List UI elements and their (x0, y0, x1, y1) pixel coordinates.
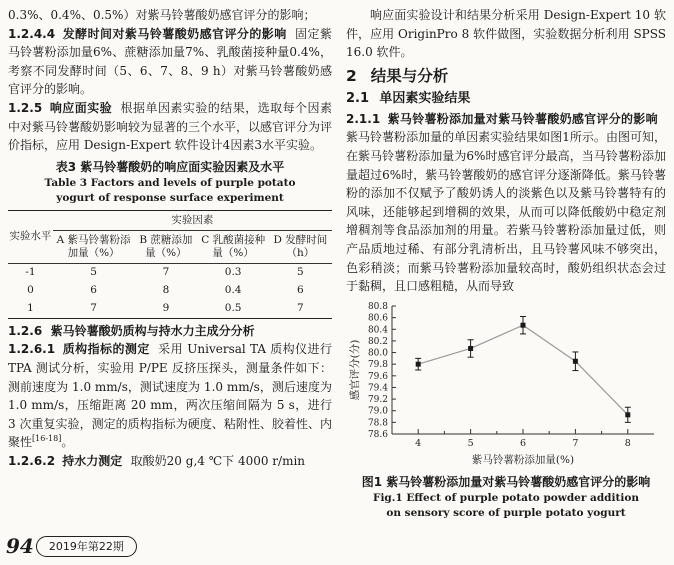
section-1-2-5 (8, 99, 332, 155)
table-row (8, 300, 332, 319)
heading-single-factor (346, 89, 666, 109)
table-caption-en-line1: Table 3 Factors and levels of purple potato (44, 176, 296, 189)
section-body-tail: 。 (61, 435, 74, 450)
page-footer (6, 535, 137, 557)
section-title: 紫马铃薯酸奶质构与持水力主成分分析 (50, 323, 255, 338)
section-1-2-6 (8, 322, 332, 341)
section-number: 2.1 (346, 90, 370, 106)
table-cell: 0 (27, 284, 34, 297)
table-cell: 7 (162, 266, 170, 279)
heading-results (346, 65, 666, 88)
section-number: 2 (346, 66, 357, 85)
table-cell: 0.3 (224, 266, 242, 279)
svg-text:7: 7 (572, 437, 579, 449)
table-row (8, 263, 332, 282)
table-cell: 5 (90, 266, 97, 279)
factors-levels-table (8, 210, 332, 319)
table-caption-en-line2: yogurt of response surface experiment (56, 192, 284, 205)
table-row (8, 282, 332, 300)
issue-badge: 2019年第22期 (36, 536, 137, 557)
svg-text:紫马铃薯粉添加量(%): 紫马铃薯粉添加量(%) (471, 453, 575, 466)
svg-text:8: 8 (624, 437, 631, 449)
section-number: 1.2.4.4 (8, 26, 56, 41)
section-body: 采用 Universal TA 质构仪进行 TPA 测试分析，实验用 P/PE 反挤压探头，测量条件如下：测前速度为 1.0 mm/s，测试速度为 1.0 mm/s，测后速度为 1.0 mm/s，压缩距离 20 mm，两次压缩间隔为 5 s，进行 3 次重复实验，测定的质构指标为硬度、粘附性、胶着性、内聚性 (8, 342, 332, 450)
svg-text:78.6: 78.6 (367, 429, 388, 440)
section-title: 响应面实验 (49, 100, 113, 115)
figure-caption-en-line2: on sensory score of purple potato yogurt (386, 507, 626, 520)
paragraph-software (346, 6, 666, 62)
svg-text:6: 6 (519, 437, 527, 449)
section-title: 发酵时间对紫马铃薯酸奶感官评分的影响 (62, 26, 287, 41)
figure-caption-en-line1: Fig.1 Effect of purple potato powder addition (372, 491, 639, 504)
svg-text:80.6: 80.6 (367, 313, 388, 324)
section-number: 1.2.5 (8, 100, 43, 115)
line-chart-svg (346, 298, 668, 472)
table-corner-header: 实验水平 (8, 210, 53, 263)
table-cell: 7 (297, 302, 304, 315)
figure-caption-zh: 图1 紫马铃薯粉添加量对紫马铃薯酸奶感官评分的影响 (361, 474, 651, 489)
table-cell: -1 (25, 266, 36, 279)
svg-text:4: 4 (415, 437, 422, 449)
section-number: 2.1.1 (346, 111, 381, 126)
svg-text:感官评分(分): 感官评分(分) (349, 339, 361, 401)
table-cell: 1 (27, 302, 34, 315)
left-column (8, 6, 332, 565)
paragraph-text: 响应面实验设计和结果分析采用 Design-Expert 10 软件，应用 OriginPro 8 软件做图，实验数据分析利用 SPSS 16.0 软件。 (346, 8, 666, 60)
table-cell: 8 (162, 284, 170, 297)
svg-text:79.8: 79.8 (367, 359, 388, 370)
section-body: 根据单因素实验的结果，选取每个因素中对紫马铃薯酸奶影响较为显著的三个水平，以感官评分为评价指标，应用 Design-Expert 软件设计4因素3水平实验。 (8, 100, 333, 153)
table-cell: 0.4 (224, 284, 242, 297)
svg-text:79.2: 79.2 (367, 394, 388, 405)
table-column-header: C 乳酸菌接种量（%） (197, 230, 268, 263)
right-column (346, 6, 666, 565)
table-column-header: D 发酵时间（h） (269, 230, 332, 263)
section-title: 紫马铃薯粉添加量对紫马铃薯酸奶感官评分的影响 (387, 111, 658, 126)
svg-text:80.8: 80.8 (367, 301, 388, 312)
table-cell: 5 (297, 266, 304, 279)
section-body: 紫马铃薯粉添加量的单因素实验结果如图1所示。由图可知，在紫马铃薯粉添加量为6%时感官评分最高，当马铃薯粉添加量超过6%时，紫马铃薯酸奶的感官评分逐渐降低。紫马铃薯粉的添加不仅赋予了酸奶诱人的淡紫色以及紫马铃薯特有的风味，还能够起到增稠的效果，从而可以降低酸奶中稳定剂增稠剂等食品添加剂的用量。若紫马铃薯粉添加量过低，则产品质地过稀、有部分乳清析出，且马铃薯风味不够突出，色彩稍淡；而紫马铃薯粉添加量较高时，酸奶组织状态会过于黏稠，且口感粗糙，从而导致 (346, 130, 666, 294)
section-body: 固定紫马铃薯粉添加量6%、蔗糖添加量7%、乳酸菌接种量0.4%，考察不同发酵时间（5、6、7、8、9 h）对紫马铃薯酸奶感官评分的影响。 (8, 26, 332, 97)
section-1-2-6-1 (8, 340, 332, 452)
table-cell: 6 (297, 284, 304, 297)
section-title: 持水力测定 (62, 453, 123, 468)
section-title: 质构指标的测定 (62, 342, 150, 357)
svg-text:79.6: 79.6 (367, 371, 388, 382)
svg-text:79.0: 79.0 (367, 406, 388, 417)
svg-text:79.4: 79.4 (367, 383, 388, 394)
table-caption-zh: 表3 紫马铃薯酸奶的响应面实验因素及水平 (55, 159, 285, 174)
table-cell: 6 (90, 284, 97, 297)
section-title: 单因素实验结果 (379, 90, 471, 106)
table-column-header: B 蔗糖添加量（%） (134, 230, 197, 263)
section-number: 1.2.6.2 (8, 453, 56, 468)
section-number: 1.2.6 (8, 323, 43, 338)
sensory-score-chart (346, 298, 666, 472)
section-title: 结果与分析 (370, 66, 449, 85)
section-2-1-1 (346, 110, 666, 296)
section-1-2-6-2 (8, 452, 332, 471)
table-cell: 9 (162, 302, 170, 315)
svg-text:80.0: 80.0 (367, 348, 388, 359)
svg-text:5: 5 (467, 437, 474, 449)
table-cell: 0.5 (224, 302, 242, 315)
paragraph-text: 0.3%、0.4%、0.5%）对紫马铃薯酸奶感官评分的影响； (8, 8, 316, 22)
svg-text:78.8: 78.8 (367, 418, 388, 429)
section-1-2-4-4 (8, 25, 332, 99)
reference-superscript: [16-18] (32, 434, 62, 444)
table-cell: 7 (90, 302, 97, 315)
table-column-header: A 紫马铃薯粉添加量（%） (53, 230, 135, 263)
section-body: 取酸奶20 g,4 ℃下 4000 r/min (130, 453, 306, 468)
page-number: 94 (6, 534, 34, 558)
svg-text:80.4: 80.4 (367, 324, 388, 335)
svg-text:80.2: 80.2 (367, 336, 388, 347)
paragraph-continuation (8, 6, 332, 25)
section-number: 1.2.6.1 (8, 342, 56, 357)
table-group-header: 实验因素 (53, 210, 332, 230)
